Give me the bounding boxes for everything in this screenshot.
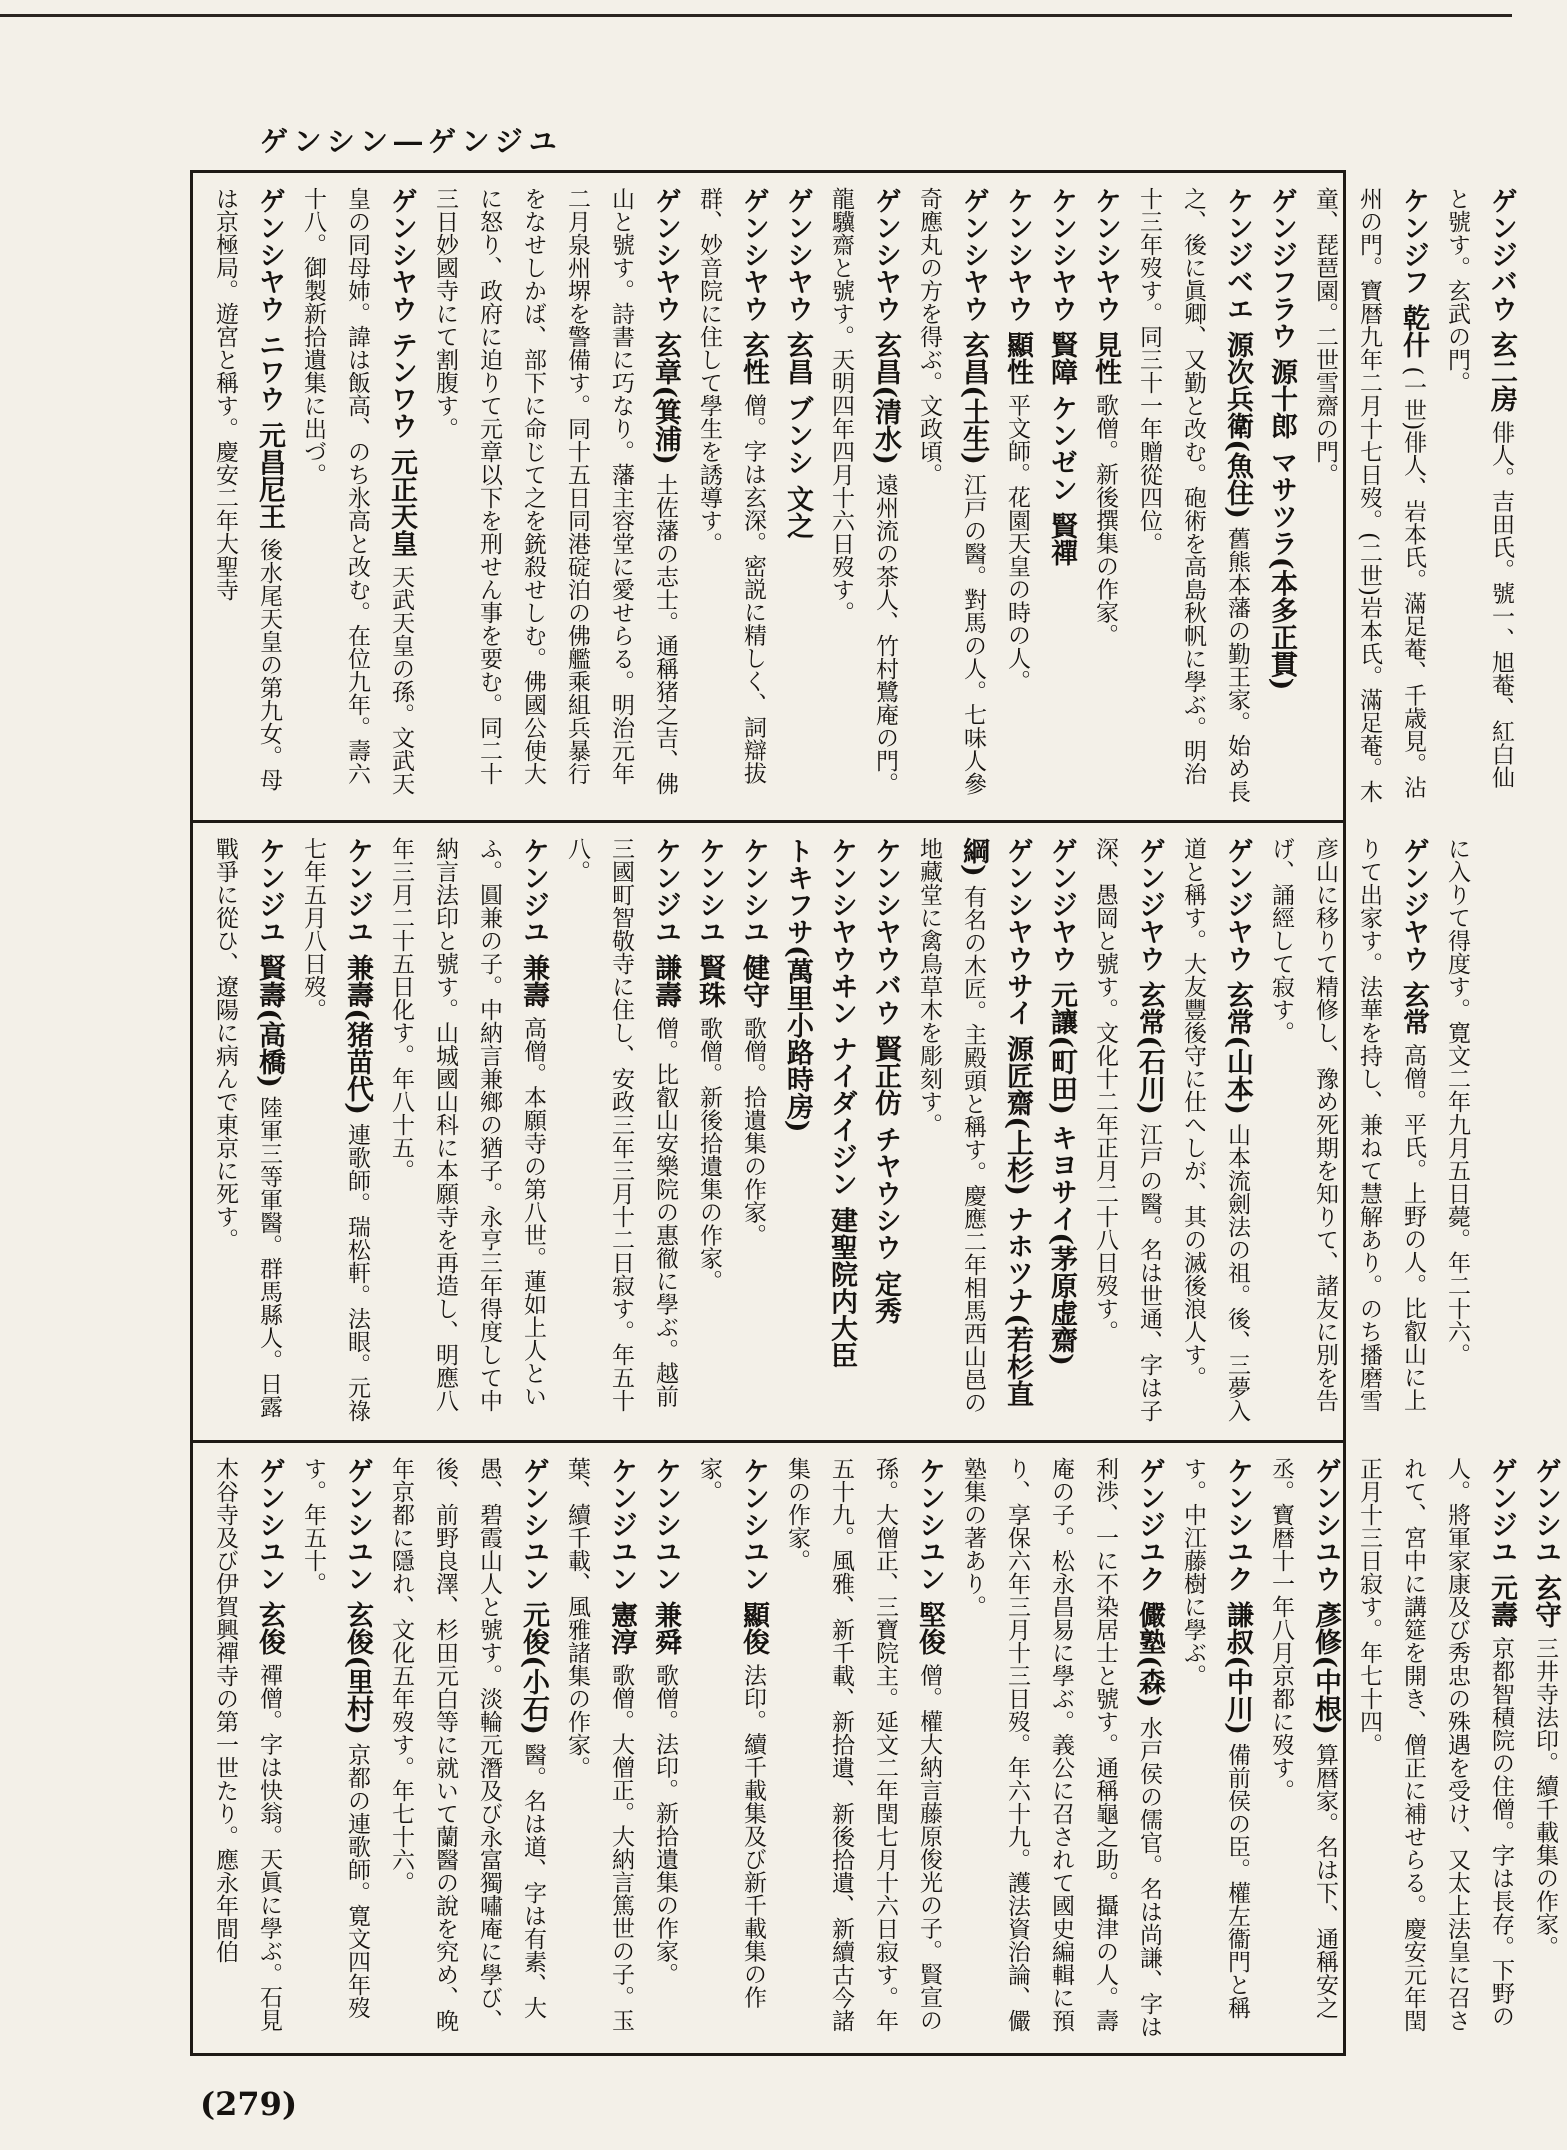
- entry-headword: ケンジユ 謙壽: [650, 837, 681, 1009]
- dictionary-entry: [1303, 187, 1435, 806]
- entry-body: 高僧。平氏。上野の人。比叡山に上りて出家す。法華を持し、兼ねて慧解あり。のち播磨雪彦山に移りて精修し、豫め死期を知りて、諸友に別を告げ、誦經して寂す。: [1268, 837, 1426, 1412]
- entry-headword: ゲンシユン 元俊(小石): [518, 1457, 549, 1735]
- entry-body: 土佐藩の志士。通稱猪之吉、佛山と號す。詩書に巧なり。藩主容堂に愛せらる。明治元年二月泉州堺を警備す。同十五日同港碇泊の佛艦乘組兵暴行をなせしかば、部下に命じて之を銃殺せしむ。佛國公使大に怒り、政府に迫りて元章以下を刑せん事を要む。同二十三日妙國寺にて割腹す。: [432, 187, 678, 795]
- section-top: [193, 173, 1517, 823]
- entry-body: 僧。比叡山安樂院の惠徹に學ぶ。越前三國町智敬寺に住し、安政三年三月十二日寂す。年五十八。: [564, 837, 678, 1412]
- entry-headword: ゲンシヤウ テンワウ 元正天皇: [386, 187, 417, 557]
- dictionary-entry: [775, 837, 819, 1426]
- entry-body: 陸軍三等軍醫。群馬縣人。日露戰爭に從ひ、遼陽に病んで東京に死す。: [212, 837, 282, 1418]
- dictionary-entry: [555, 837, 687, 1426]
- dictionary-entry: [379, 837, 555, 1426]
- entry-headword: ゲンシヤウ 玄昌(土生): [958, 187, 989, 465]
- entry-headword: ゲンジフラウ 源十郎 マサツラ(本多正貫): [1266, 187, 1297, 691]
- entry-headword: ゲンシユン 玄俊(里村): [342, 1457, 373, 1735]
- dictionary-entry: [203, 187, 291, 806]
- entry-headword: ケンシユ 健守: [738, 837, 769, 1009]
- section-top-column: [203, 187, 1523, 806]
- entry-headword: ゲンジユク 儼塾(森): [1134, 1457, 1165, 1708]
- entry-headword: ケンシユン 兼舜: [650, 1457, 681, 1656]
- dictionary-entry: [643, 1457, 687, 2039]
- entry-body: 京都智積院の住僧。字は長存。下野の人。將軍家康及び秀忠の殊遇を受け、又太上法皇に召されて、宮中に講筵を開き、僧正に補せらる。慶安元年閏正月十三日寂す。年七十四。: [1356, 1457, 1514, 2032]
- dictionary-entry: [731, 837, 775, 1426]
- entry-headword: ゲンシヤウサイ 源匠齋(上杉) ナホツナ(若杉直綱): [958, 837, 1033, 1408]
- dictionary-entry: [687, 837, 731, 1426]
- dictionary-entry: [379, 1457, 555, 2039]
- entry-body: 江戸の醫。對馬の人。七味人參奇應丸の方を得ぶ。文政頃。: [916, 187, 986, 795]
- entry-headword: ケンシユ 賢珠: [694, 837, 725, 1009]
- entry-headword: ケンシユン 堅俊: [914, 1457, 945, 1656]
- entry-body: 有名の木匠。主殿頭と稱す。慶應二年相馬西山邑の地藏堂に禽鳥草木を彫刻す。: [916, 837, 986, 1414]
- entry-body: (一世)俳人、岩本氏。滿足菴、千歳見。沾州の門。寶暦九年二月十七日歿。(二世)岩本氏。滿足菴。木童、琵琶園。二世雪齋の門。: [1312, 187, 1426, 803]
- dictionary-entry: [203, 1457, 291, 2039]
- entry-headword: ケンシユン 顯俊: [738, 1457, 769, 1656]
- dictionary-entry: [1435, 187, 1523, 806]
- dictionary-entry: [775, 187, 819, 806]
- dictionary-entry: [1039, 837, 1083, 1426]
- entry-body: 僧。權大納言藤原俊光の子。賢宣の孫。大僧正、三寶院主。延文二年閏七月十六日寂す。年五十九。風雅、新千載、新拾遺、新後拾遺、新續古今諸集の作家。: [784, 1457, 942, 2032]
- entry-headword: ゲンシヤウ 玄昌 ブンシ 文之: [782, 187, 813, 540]
- entry-headword: ゲンシヤウ ニワウ 元昌尼王: [254, 187, 285, 530]
- dictionary-entry: [1171, 1457, 1259, 2039]
- entry-headword: ゲンシユウ 彥修(中根): [1310, 1457, 1341, 1735]
- entry-headword: ゲンシヤウ 玄章(箕浦): [650, 187, 681, 465]
- entry-headword: ゲンシユン 玄俊: [254, 1457, 285, 1656]
- entry-body: 法印。續千載集及び新千載集の作家。: [696, 1457, 766, 2009]
- dictionary-entry: [1083, 837, 1171, 1426]
- top-rule: [0, 14, 1512, 17]
- dictionary-entry: [907, 187, 995, 806]
- entry-body: 山本流劍法の祖。後、三夢入道と稱す。大友豐後守に仕へしが、其の滅後浪人す。: [1180, 837, 1250, 1422]
- entry-headword: ゲンジバウ 玄二房: [1486, 187, 1517, 413]
- entry-headword: ゲンジヤウ 玄常: [1398, 837, 1429, 1036]
- entry-headword: ゲンジヤウ 元讓(町田) キヨサイ(茅原虚齋): [1046, 837, 1077, 1366]
- running-header: ゲンシン―ゲンジユ: [260, 125, 563, 158]
- dictionary-entry: [819, 837, 863, 1426]
- dictionary-entry: [1435, 837, 1479, 1426]
- entry-body: 僧。字は玄深。密説に精しく、詞辯拔群、妙音院に住して學生を誘導す。: [696, 187, 766, 785]
- dictionary-entry: [423, 187, 687, 806]
- dictionary-entry: [203, 837, 291, 1426]
- entry-headword: ケンシユク 謙叔(中川): [1222, 1457, 1253, 1735]
- dictionary-entry: [819, 187, 907, 806]
- entry-body: 算暦家。名は下、通稱安之丞。寶暦十一年八月京都に歿す。: [1268, 1457, 1338, 2019]
- entry-body: 高僧。本願寺の第八世。蓮如上人といふ。圓兼の子。中納言兼鄉の猶子。永亨三年得度して中納言法印と號す。山城國山科に本願寺を再造し、明應八年三月二十五日化す。年八十五。: [388, 837, 546, 1412]
- dictionary-entry: [1259, 1457, 1347, 2039]
- entry-body: 歌僧。拾遺集の作家。: [740, 1016, 766, 1247]
- dictionary-entry: [863, 837, 907, 1426]
- section-middle-column: [203, 837, 1479, 1426]
- section-middle: [193, 823, 1470, 1443]
- entry-body: 俳人。吉田氏。號一、旭菴、紅白仙と號す。玄武の門。: [1444, 187, 1514, 789]
- dictionary-entry: [291, 837, 379, 1426]
- entry-body: 禪僧。字は快翁。天眞に學ぶ。石見木谷寺及び伊賀興禪寺の第一世たり。應永年間伯: [212, 1457, 282, 2032]
- entry-body: 舊熊本藩の勤王家。始め長之、後に眞卿、又勤と改む。砲術を高島秋帆に學ぶ。明治十三年歿す。同三十一年贈從四位。: [1136, 187, 1250, 803]
- dictionary-entry: [1171, 837, 1259, 1426]
- entry-body: 三井寺法印。續千載集の作家。: [1532, 1636, 1558, 1959]
- dictionary-entry: [1083, 187, 1127, 806]
- entry-body: 遠州流の茶人、竹村鷺庵の門。龍驥齋と號す。天明四年四月十六日歿す。: [828, 187, 898, 795]
- entry-headword: ケンシヤウバウ 賢正仿 チヤウシウ 定秀: [870, 837, 901, 1325]
- dictionary-entry: [951, 1457, 1171, 2039]
- entry-headword: ケンシヤウ 賢障 ケンゼン 賢禪: [1046, 187, 1077, 567]
- entry-headword: ケンジユ 兼壽: [518, 837, 549, 1009]
- entry-headword: ケンジユ 兼壽(猪苗代): [342, 837, 373, 1115]
- entry-headword: トキフサ(萬里小路時房): [782, 837, 813, 1133]
- entry-headword: ケンジフ 乾什: [1398, 187, 1429, 359]
- dictionary-entry: [687, 187, 775, 806]
- dictionary-entry: [1259, 837, 1435, 1426]
- entry-headword: ゲンシヤウ 玄性: [738, 187, 769, 386]
- dictionary-entry: [1127, 187, 1259, 806]
- entry-body: 歌僧。新後撰集の作家。: [1092, 393, 1118, 647]
- entry-headword: ゲンシヤウ 玄昌(清水): [870, 187, 901, 465]
- entry-headword: ゲンジユ 元壽: [1486, 1457, 1517, 1629]
- entry-headword: ケンジベエ 源次兵衛(魚住): [1222, 187, 1253, 519]
- entry-body: 連歌師。瑞松軒。法眼。元祿七年五月八日歿。: [300, 837, 370, 1422]
- entry-headword: ゲンジヤウ 玄常(山本): [1222, 837, 1253, 1115]
- dictionary-entry: [907, 837, 1039, 1426]
- entry-headword: ゲンシユ 玄守: [1530, 1457, 1561, 1629]
- dictionary-entry: [555, 1457, 643, 2039]
- dictionary-entry: [291, 1457, 379, 2039]
- entry-headword: ケンシヤウ 見性: [1090, 187, 1121, 386]
- entry-body: 江戸の醫。名は世通、字は子深、愚岡と號す。文化十二年正月二十八日歿す。: [1092, 837, 1162, 1422]
- dictionary-entry: [291, 187, 423, 806]
- dictionary-entry: [1259, 187, 1303, 806]
- page-frame: [190, 170, 1561, 2056]
- entry-body: 備前侯の臣。權左衞門と稱す。中江藤樹に學ぶ。: [1180, 1457, 1250, 2019]
- entry-headword: ケンジユン 憲淳: [606, 1457, 637, 1656]
- page-number: (279): [200, 2085, 298, 2123]
- entry-body: 歌僧。法印。新拾遺集の作家。: [652, 1663, 678, 1986]
- section-bottom: [193, 1443, 1561, 2053]
- dictionary-entry: [687, 1457, 775, 2039]
- entry-headword: ケンシヤウヰン ナイダイジン 建聖院内大臣: [826, 837, 857, 1369]
- entry-body: 後水尾天皇の第九女。母は京極局。遊宮と稱す。慶安二年大聖寺: [212, 187, 282, 791]
- entry-headword: ケンシヤウ 顯性: [1002, 187, 1033, 386]
- entry-body: 平文師。花園天皇の時の人。: [1004, 393, 1030, 693]
- dictionary-entry: [1039, 187, 1083, 806]
- entry-headword: ゲンジヤウ 玄常(石川): [1134, 837, 1165, 1115]
- section-bottom-column: [203, 1457, 1567, 2039]
- entry-body: 歌僧。新後拾遺集の作家。: [696, 1016, 722, 1293]
- entry-body: 醫。名は道、字は有素、大愚、碧霞山人と號す。淡輪元潛及び永富獨嘯庵に學び、後、前野良澤、杉田元白等に就いて蘭醫の說を究め、晚年京都に隱れ、文化五年歿す。年七十六。: [388, 1457, 546, 2032]
- dictionary-entry: [995, 187, 1039, 806]
- entry-body: 京都の連歌師。寛文四年歿す。年五十。: [300, 1457, 370, 2019]
- dictionary-entry: [1347, 1457, 1523, 2039]
- entry-body: 水戸侯の儒官。名は尚謙、字は利渉、一に不染居士と號す。通稱龜之助。攝津の人。壽庵の子。松永昌易に學ぶ。義公に召されて國史編輯に預り、享保六年三月十三日歿。年六十九。護法資治論、儼塾集の著あり。: [960, 1457, 1162, 2038]
- entry-body: 天武天皇の孫。文武天皇の同母姉。諱は飯高、のち氷高と改む。在位九年。壽六十八。御製新拾遺集に出づ。: [300, 187, 414, 795]
- entry-body: 歌僧。大僧正。大納言篤世の子。玉葉、續千載、風雅諸集の作家。: [564, 1457, 634, 2032]
- entry-headword: ケンジユ 賢壽(高橋): [254, 837, 285, 1088]
- entry-body: に入りて得度す。寛文二年九月五日薨。年二十六。: [1444, 837, 1470, 1366]
- dictionary-entry: [775, 1457, 951, 2039]
- dictionary-entry: [1523, 1457, 1567, 2039]
